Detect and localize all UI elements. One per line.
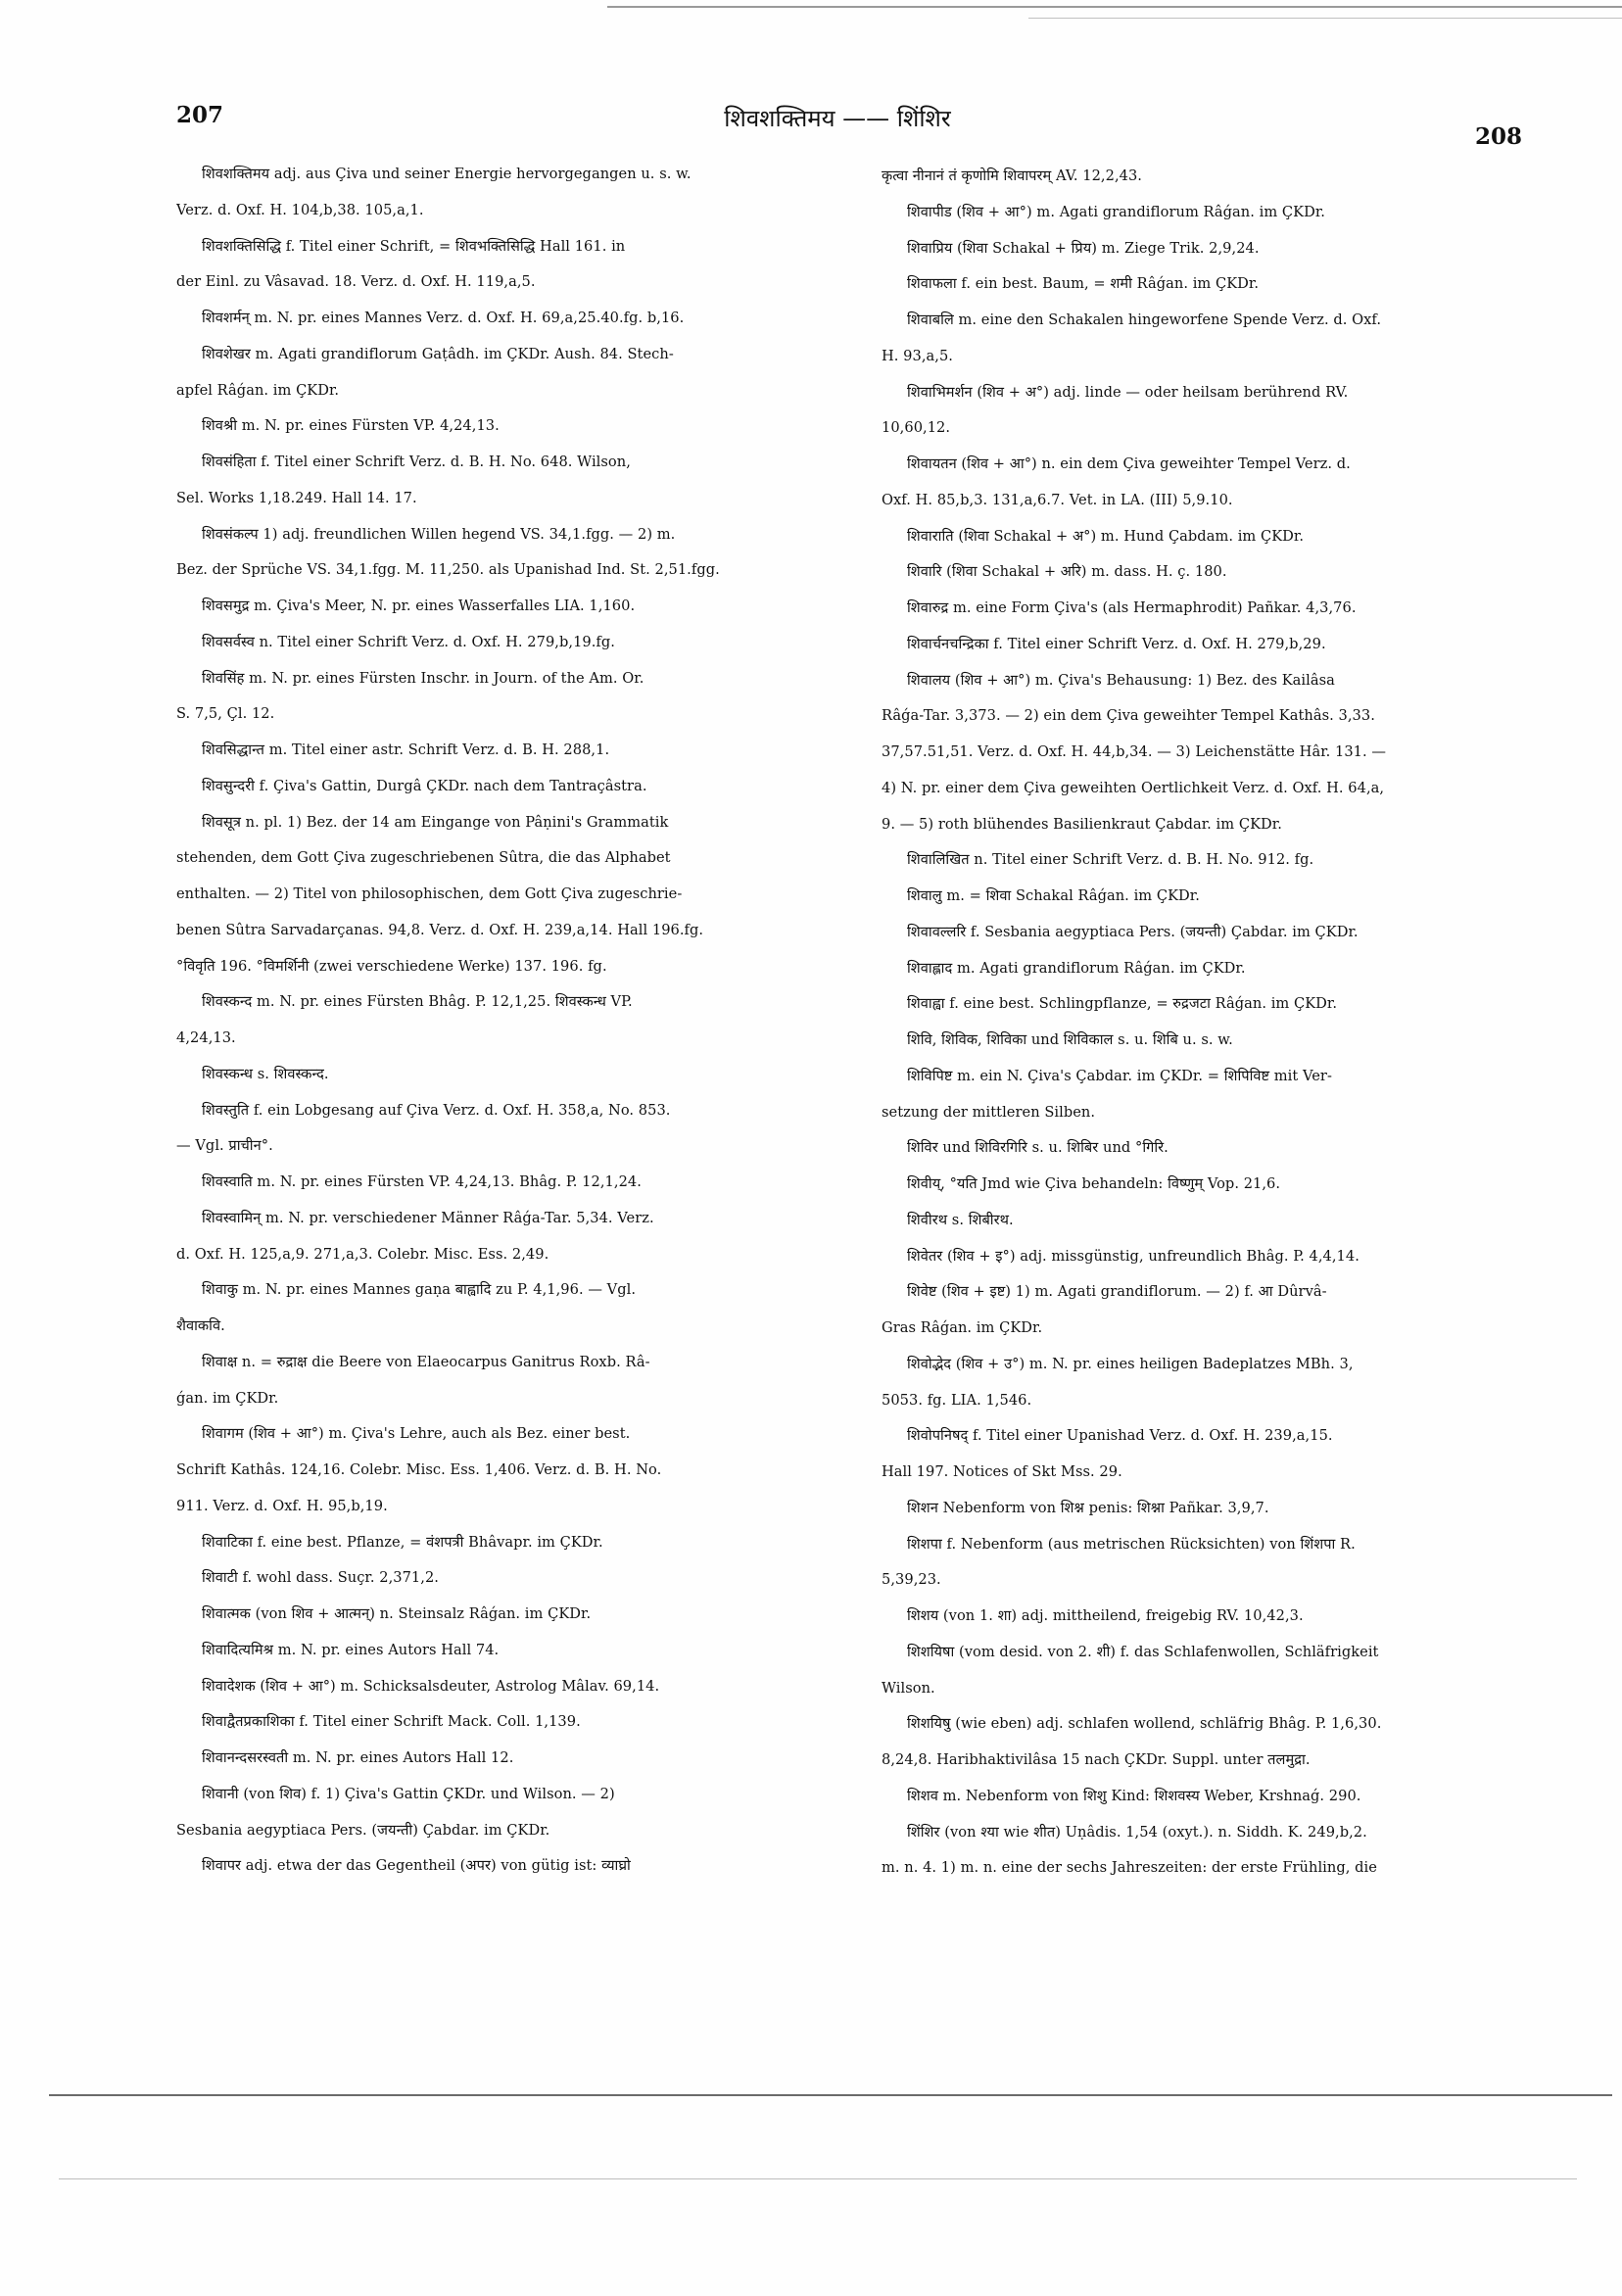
dictionary-line: apfel Râǵan. im ÇKDr. bbox=[176, 381, 340, 399]
dictionary-line: शिवसुन्दरी f. Çiva's Gattin, Durgâ ÇKDr. nach dem Tantraçâstra. bbox=[202, 777, 647, 794]
dictionary-line: m. n. 4. 1) m. n. eine der sechs Jahreszeiten: der erste Frühling, die bbox=[882, 1859, 1377, 1877]
dictionary-line: शिवार्चनचन्द्रिका f. Titel einer Schrift Verz. d. Oxf. H. 279,b,29. bbox=[907, 635, 1326, 652]
dictionary-line: शिवोपनिषद् f. Titel einer Upanishad Verz. d. Oxf. H. 239,a,15. bbox=[907, 1427, 1333, 1445]
dictionary-line: शिशयिषा (vom desid. von 2. शी) f. das Schlafenwollen, Schläfrigkeit bbox=[907, 1643, 1379, 1660]
dictionary-line: Verz. d. Oxf. H. 104,b,38. 105,a,1. bbox=[176, 201, 424, 218]
dictionary-line: शिवावल्लरि f. Sesbania aegyptiaca Pers. (जयन्ती) Çabdar. im ÇKDr. bbox=[907, 923, 1359, 940]
dictionary-line: 911. Verz. d. Oxf. H. 95,b,19. bbox=[176, 1497, 388, 1514]
dictionary-line: शिवशक्तिमय adj. aus Çiva und seiner Energie hervorgegangen u. s. w. bbox=[202, 166, 692, 182]
right-column bbox=[882, 159, 1557, 1887]
dictionary-line: शिवशक्तिसिद्धि f. Titel einer Schrift, = शिवभक्तिसिद्धि Hall 161. in bbox=[202, 237, 626, 255]
page-number-right: 208 bbox=[1475, 123, 1523, 150]
dictionary-line: शिवागम (शिव + आ°) m. Çiva's Lehre, auch als Bez. einer best. bbox=[202, 1425, 631, 1443]
dictionary-line: शिवसंकल्प 1) adj. freundlichen Willen hegend VS. 34,1.fgg. — 2) m. bbox=[202, 525, 676, 543]
dictionary-line: शिवाभिमर्शन (शिव + अ°) adj. linde — oder heilsam berührend RV. bbox=[907, 383, 1349, 401]
dictionary-line: शिवसर्वस्व n. Titel einer Schrift Verz. d. Oxf. H. 279,b,19.fg. bbox=[202, 633, 615, 650]
dictionary-line: कृत्वा नीनानं तं कृणोमि शिवापरम् AV. 12,2,43. bbox=[882, 167, 1142, 184]
dictionary-line: शिवसिंह m. N. pr. eines Fürsten Inschr. in Journ. of the Am. Or. bbox=[202, 669, 644, 687]
dictionary-line: — Vgl. प्राचीन°. bbox=[176, 1137, 273, 1155]
dictionary-line: शिवाप्रिय (शिवा Schakal + प्रिय) m. Ziege Trik. 2,9,24. bbox=[907, 239, 1260, 257]
dictionary-line: शिवशर्मन् m. N. pr. eines Mannes Verz. d. Oxf. H. 69,a,25.40.fg. b,16. bbox=[202, 310, 685, 326]
dictionary-line: शिवोद्भेद (शिव + उ°) m. N. pr. eines heiligen Badeplatzes MBh. 3, bbox=[907, 1355, 1354, 1372]
dictionary-line: enthalten. — 2) Titel von philosophischen, dem Gott Çiva zugeschrie- bbox=[176, 885, 683, 902]
dictionary-line: शिंशिर (von श्या wie शीत) Uṇâdis. 1,54 (oxyt.). n. Siddh. K. 249,b,2. bbox=[907, 1823, 1367, 1841]
running-head: शिवशक्तिमय —— शिंशिर bbox=[724, 105, 951, 132]
page-number-left: 207 bbox=[176, 102, 224, 128]
dictionary-line: 5053. fg. LIA. 1,546. bbox=[882, 1391, 1032, 1409]
dictionary-line: शिवाक्ष n. = रुद्राक्ष die Beere von Elaeocarpus Ganitrus Roxb. Râ- bbox=[202, 1353, 650, 1370]
dictionary-line: शिवि, शिविक, शिविका und शिविकाल s. u. शिबि u. s. w. bbox=[907, 1031, 1233, 1048]
dictionary-line: 10,60,12. bbox=[882, 419, 951, 437]
dictionary-line: शिवसंहिता f. Titel einer Schrift Verz. d. B. H. No. 648. Wilson, bbox=[202, 454, 631, 470]
dictionary-line: शिवापर adj. etwa der das Gegentheil (अपर) von gütig ist: व्याघ्रो bbox=[202, 1857, 631, 1875]
dictionary-line: शिविर und शिविरगिरि s. u. शिबिर und °गिरि. bbox=[907, 1139, 1169, 1157]
dictionary-line: शिवाकु m. N. pr. eines Mannes gaṇa बाह्वादि zu P. 4,1,96. — Vgl. bbox=[202, 1281, 637, 1299]
dictionary-line: S. 7,5, Çl. 12. bbox=[176, 705, 275, 723]
dictionary-line: शिवालु m. = शिवा Schakal Râǵan. im ÇKDr. bbox=[907, 887, 1200, 904]
dictionary-line: 37,57.51,51. Verz. d. Oxf. H. 44,b,34. — 3) Leichenstätte Hâr. 131. — bbox=[882, 743, 1387, 760]
dictionary-line: शिवारि (शिवा Schakal + अरि) m. dass. H. ç. 180. bbox=[907, 563, 1227, 581]
bottom-rule bbox=[49, 2094, 1612, 2096]
dictionary-line: ǵan. im ÇKDr. bbox=[176, 1389, 279, 1407]
dictionary-line: 8,24,8. Haribhaktivilâsa 15 nach ÇKDr. Suppl. unter तलमुद्रा. bbox=[882, 1751, 1311, 1768]
dictionary-line: शिवस्वामिन् m. N. pr. verschiedener Männer Râǵa-Tar. 5,34. Verz. bbox=[202, 1209, 654, 1226]
dictionary-line: शिवाबलि m. eine den Schakalen hingeworfene Spende Verz. d. Oxf. bbox=[907, 311, 1382, 328]
dictionary-line: शिवायतन (शिव + आ°) n. ein dem Çiva geweihter Tempel Verz. d. bbox=[907, 455, 1351, 472]
dictionary-line: शिवाह्लाद m. Agati grandiflorum Râǵan. im ÇKDr. bbox=[907, 959, 1246, 977]
dictionary-line: शिवालय (शिव + आ°) m. Çiva's Behausung: 1) Bez. des Kailâsa bbox=[907, 671, 1335, 689]
dictionary-line: शिवसूत्र n. pl. 1) Bez. der 14 am Eingange von Pâṇini's Grammatik bbox=[202, 813, 669, 831]
dictionary-line: शिवाफला f. ein best. Baum, = शमी Râǵan. im ÇKDr. bbox=[907, 275, 1260, 293]
dictionary-line: शिवसमुद्र m. Çiva's Meer, N. pr. eines Wasserfalles LIA. 1,160. bbox=[202, 598, 636, 614]
dictionary-line: शिवसिद्धान्त m. Titel einer astr. Schrift Verz. d. B. H. 288,1. bbox=[202, 741, 610, 758]
dictionary-line: Hall 197. Notices of Skt Mss. 29. bbox=[882, 1463, 1122, 1480]
dictionary-line: शिवारुद्र m. eine Form Çiva's (als Hermaphrodit) Pañkar. 4,3,76. bbox=[907, 599, 1357, 616]
dictionary-line: °विवृति 196. °विमर्शिनी (zwei verschiedene Werke) 137. 196. fg. bbox=[176, 957, 607, 975]
dictionary-line: शिवशेखर m. Agati grandiflorum Gaṭâdh. im ÇKDr. Aush. 84. Stech- bbox=[202, 345, 674, 362]
dictionary-line: शिवालिखित n. Titel einer Schrift Verz. d. B. H. No. 912. fg. bbox=[907, 851, 1314, 869]
dictionary-line: 9. — 5) roth blühendes Basilienkraut Çabdar. im ÇKDr. bbox=[882, 815, 1282, 833]
dictionary-line: शिवापीड (शिव + आ°) m. Agati grandiflorum Râǵan. im ÇKDr. bbox=[907, 203, 1325, 220]
dictionary-line: शिवस्कन्द m. N. pr. eines Fürsten Bhâg. P. 12,1,25. शिवस्कन्ध VP. bbox=[202, 993, 633, 1011]
dictionary-line: शिवाटी f. wohl dass. Suçr. 2,371,2. bbox=[202, 1569, 439, 1587]
dictionary-line: शिवीय्, °यति Jmd wie Çiva behandeln: विष्णुम् Vop. 21,6. bbox=[907, 1175, 1281, 1192]
dictionary-line: शिवीरथ s. शिबीरथ. bbox=[907, 1211, 1014, 1228]
dictionary-line: Oxf. H. 85,b,3. 131,a,6.7. Vet. in LA. (III) 5,9.10. bbox=[882, 491, 1233, 508]
dictionary-line: शिवाटिका f. eine best. Pflanze, = वंशपत्री Bhâvapr. im ÇKDr. bbox=[202, 1533, 603, 1551]
dictionary-line: Schrift Kathâs. 124,16. Colebr. Misc. Ess. 1,406. Verz. d. B. H. No. bbox=[176, 1461, 662, 1478]
dictionary-line: 4) N. pr. einer dem Çiva geweihten Oertlichkeit Verz. d. Oxf. H. 64,a, bbox=[882, 779, 1385, 796]
dictionary-line: Wilson. bbox=[882, 1679, 935, 1697]
bottom-rule-faint bbox=[59, 2178, 1577, 2179]
dictionary-line: stehenden, dem Gott Çiva zugeschriebenen Sûtra, die das Alphabet bbox=[176, 849, 671, 867]
dictionary-line: 5,39,23. bbox=[882, 1571, 941, 1589]
dictionary-line: शिवस्कन्ध s. शिवस्कन्द. bbox=[202, 1065, 329, 1082]
dictionary-line: शैवाकवि. bbox=[176, 1317, 225, 1334]
dictionary-line: Râǵa-Tar. 3,373. — 2) ein dem Çiva geweihter Tempel Kathâs. 3,33. bbox=[882, 707, 1375, 725]
dictionary-line: Sel. Works 1,18.249. Hall 14. 17. bbox=[176, 489, 417, 506]
dictionary-line: H. 93,a,5. bbox=[882, 347, 953, 364]
dictionary-line: शिवाद्वैतप्रकाशिका f. Titel einer Schrift Mack. Coll. 1,139. bbox=[202, 1713, 581, 1731]
dictionary-line: शिवानन्दसरस्वती m. N. pr. eines Autors Hall 12. bbox=[202, 1749, 514, 1766]
dictionary-line: शिशयिषु (wie eben) adj. schlafen wollend, schläfrig Bhâg. P. 1,6,30. bbox=[907, 1715, 1382, 1733]
dictionary-line: शिवेष्ट (शिव + इष्ट) 1) m. Agati grandiflorum. — 2) f. आ Dûrvâ- bbox=[907, 1283, 1327, 1301]
dictionary-line: शिशय (von 1. शा) adj. mittheilend, freigebig RV. 10,42,3. bbox=[907, 1607, 1304, 1624]
scan-top-edge-line-faint bbox=[1028, 18, 1622, 19]
dictionary-line: शिविपिष्ट m. ein N. Çiva's Çabdar. im ÇKDr. = शिपिविष्ट mit Ver- bbox=[907, 1067, 1332, 1084]
dictionary-line: शिवाराति (शिवा Schakal + अ°) m. Hund Çabdam. im ÇKDr. bbox=[907, 527, 1305, 545]
left-column bbox=[176, 157, 852, 1885]
dictionary-line: शिशव m. Nebenform von शिशु Kind: शिशवस्य Weber, Krshnaǵ. 290. bbox=[907, 1787, 1361, 1804]
dictionary-line: शिशन Nebenform von शिश्न penis: शिश्ना Pañkar. 3,9,7. bbox=[907, 1499, 1269, 1516]
dictionary-line: der Einl. zu Vâsavad. 18. Verz. d. Oxf. H. 119,a,5. bbox=[176, 273, 536, 291]
dictionary-line: शिवस्तुति f. ein Lobgesang auf Çiva Verz. d. Oxf. H. 358,a, No. 853. bbox=[202, 1101, 671, 1119]
dictionary-line: Gras Râǵan. im ÇKDr. bbox=[882, 1319, 1043, 1336]
dictionary-line: Sesbania aegyptiaca Pers. (जयन्ती) Çabdar. im ÇKDr. bbox=[176, 1821, 550, 1839]
dictionary-line: शिवात्मक (von शिव + आत्मन्) n. Steinsalz Râǵan. im ÇKDr. bbox=[202, 1605, 592, 1622]
dictionary-line: शिवाह्वा f. eine best. Schlingpflanze, = रुद्रजटा Râǵan. im ÇKDr. bbox=[907, 995, 1338, 1013]
dictionary-line: शिवादेशक (शिव + आ°) m. Schicksalsdeuter, Astrolog Mâlav. 69,14. bbox=[202, 1677, 660, 1695]
dictionary-line: शिवानी (von शिव) f. 1) Çiva's Gattin ÇKDr. und Wilson. — 2) bbox=[202, 1785, 615, 1802]
dictionary-line: Bez. der Sprüche VS. 34,1.fgg. M. 11,250. als Upanishad Ind. St. 2,51.fgg. bbox=[176, 561, 720, 579]
scan-top-edge-line bbox=[607, 6, 1622, 8]
dictionary-line: 4,24,13. bbox=[176, 1029, 236, 1046]
dictionary-line: benen Sûtra Sarvadarçanas. 94,8. Verz. d. Oxf. H. 239,a,14. Hall 196.fg. bbox=[176, 921, 704, 938]
dictionary-line: d. Oxf. H. 125,a,9. 271,a,3. Colebr. Misc. Ess. 2,49. bbox=[176, 1245, 549, 1263]
dictionary-line: शिवादित्यमिश्र m. N. pr. eines Autors Hall 74. bbox=[202, 1641, 500, 1658]
dictionary-line: शिवस्वाति m. N. pr. eines Fürsten VP. 4,24,13. Bhâg. P. 12,1,24. bbox=[202, 1173, 642, 1190]
dictionary-line: शिवेतर (शिव + इ°) adj. missgünstig, unfreundlich Bhâg. P. 4,4,14. bbox=[907, 1247, 1360, 1265]
dictionary-line: शिवश्री m. N. pr. eines Fürsten VP. 4,24,13. bbox=[202, 417, 500, 435]
dictionary-line: शिशपा f. Nebenform (aus metrischen Rücksichten) von शिंशपा R. bbox=[907, 1535, 1356, 1553]
dictionary-line: setzung der mittleren Silben. bbox=[882, 1103, 1096, 1121]
